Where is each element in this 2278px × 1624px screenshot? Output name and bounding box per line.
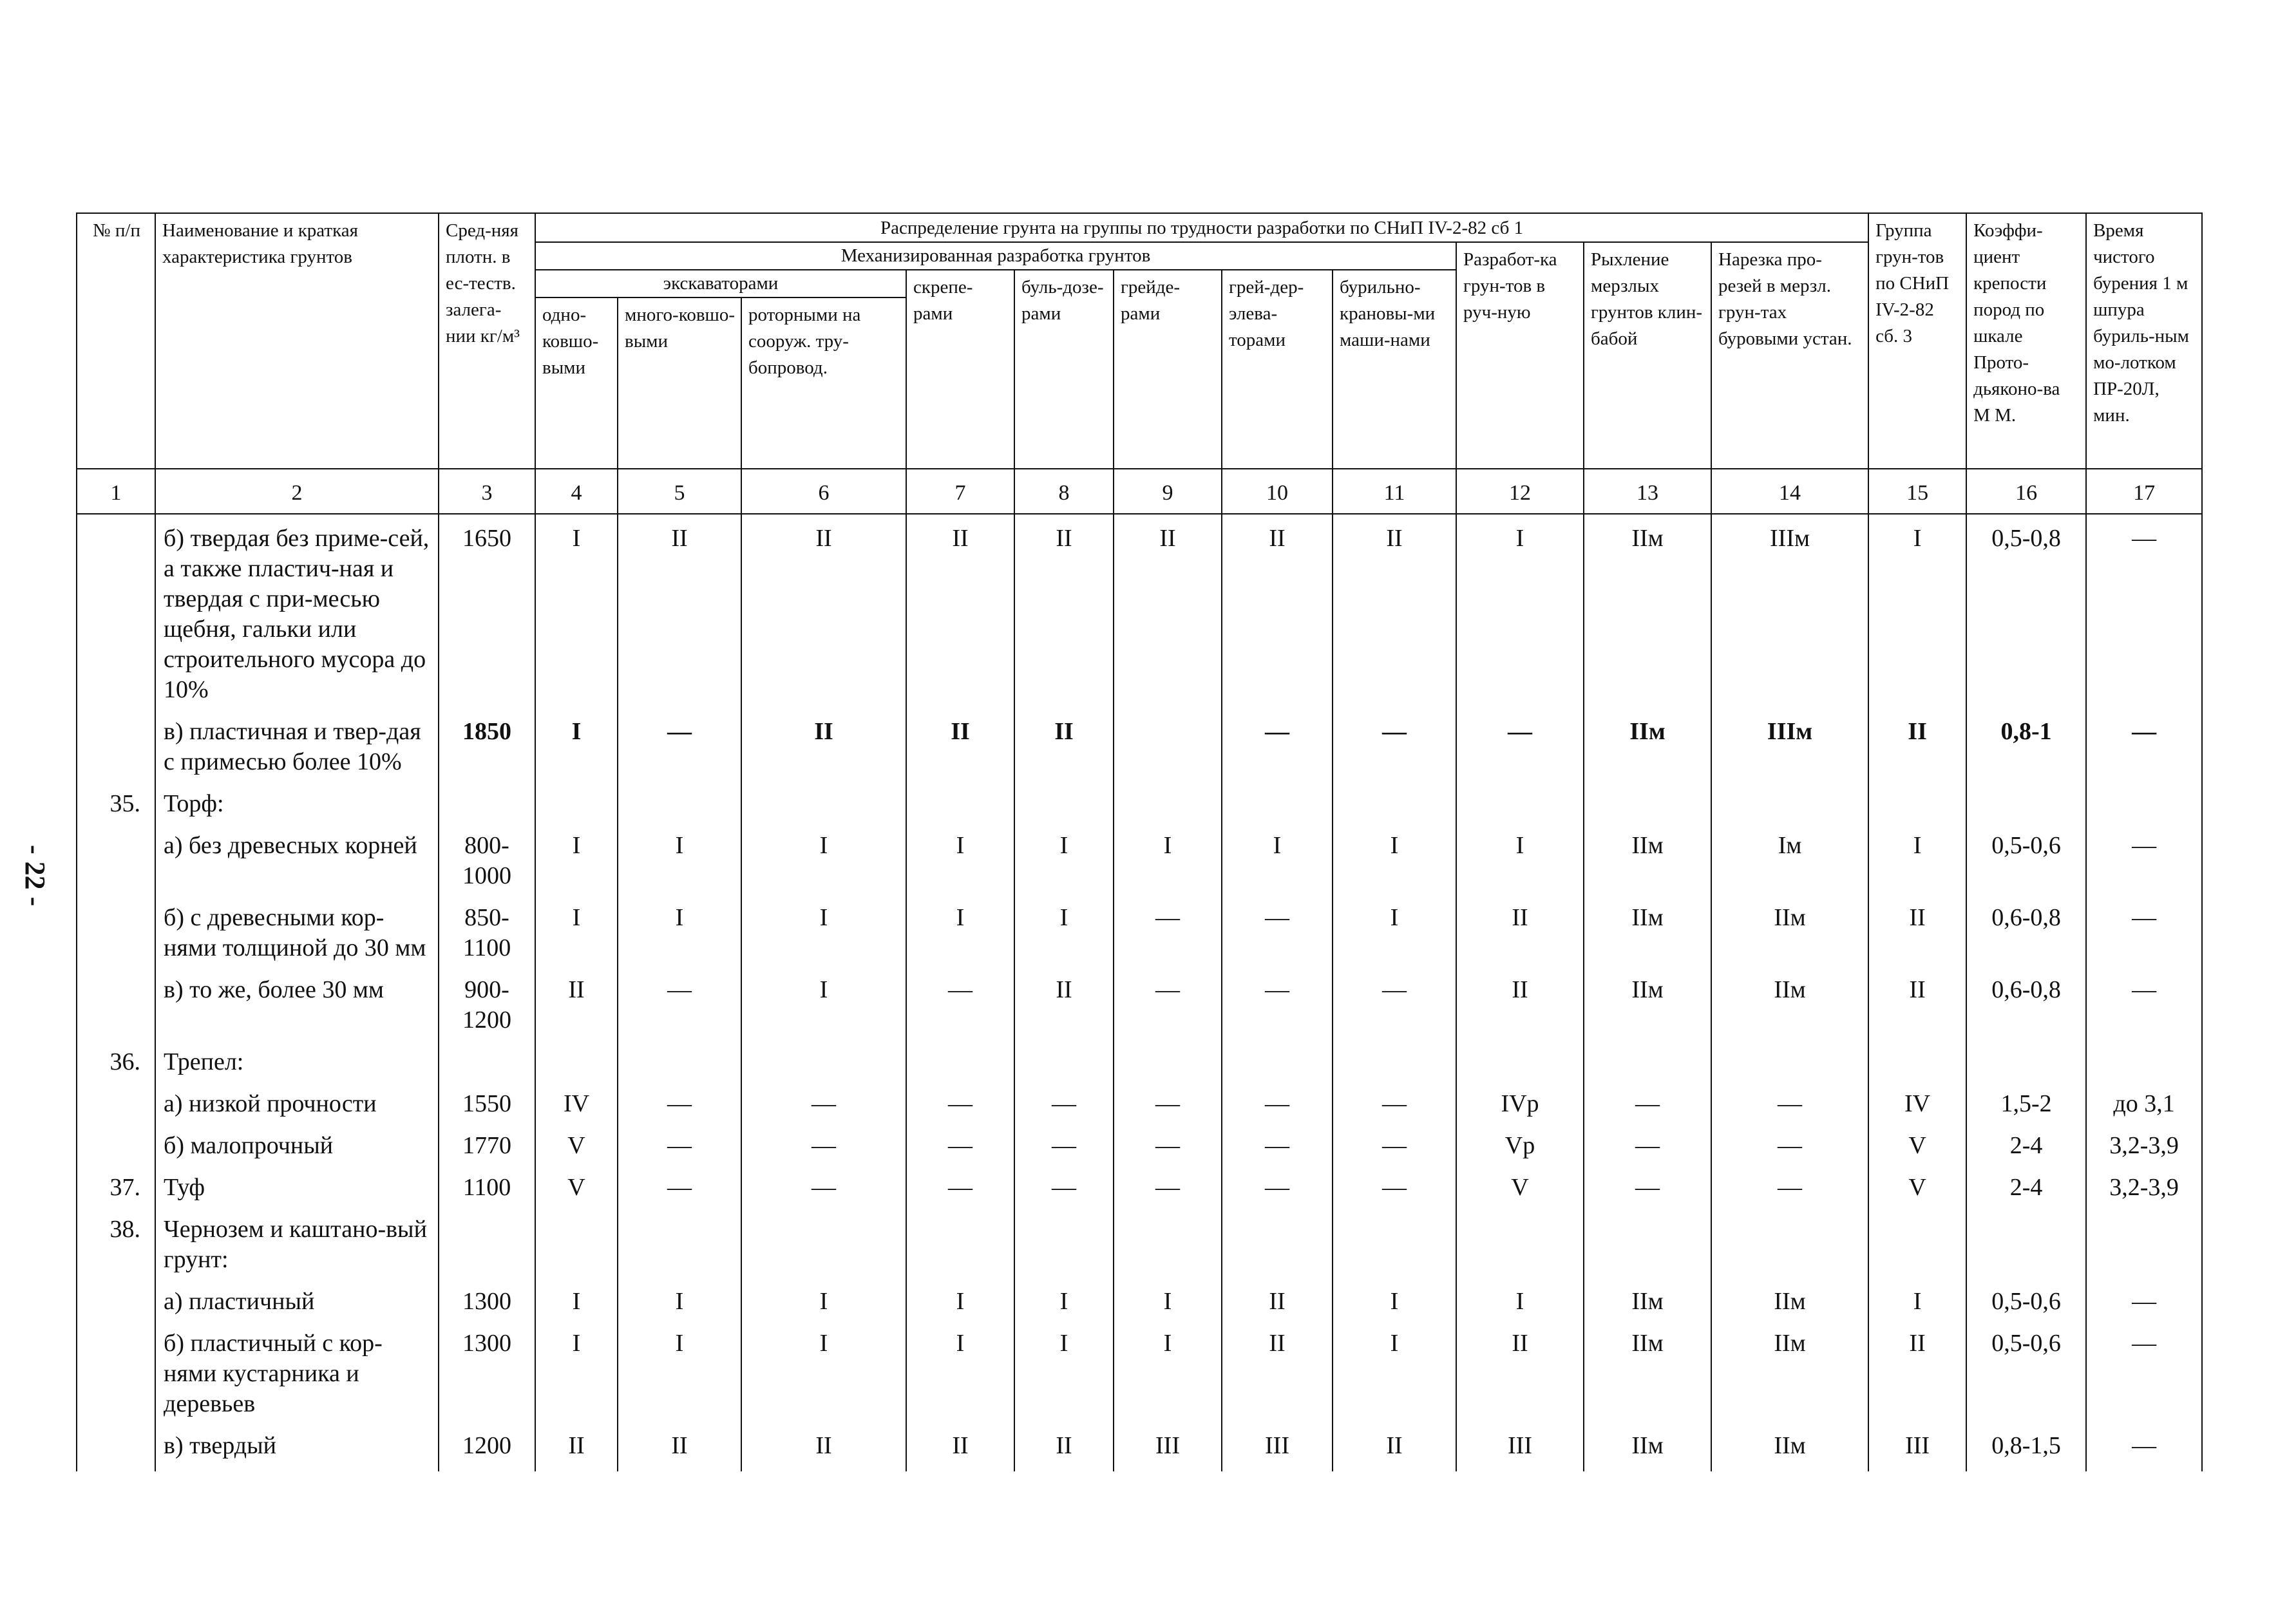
single-bucket-excavator — [535, 1208, 618, 1280]
table-row — [77, 1041, 2202, 1082]
density — [439, 1208, 535, 1280]
manual-digging — [1456, 1208, 1584, 1280]
table-body — [77, 514, 2202, 1471]
single-bucket-excavator — [535, 782, 618, 824]
header-manual: Разработ-ка грун-тов в руч-ную — [1456, 242, 1584, 469]
frozen-cutting: IIм — [1711, 896, 1868, 968]
drilling-crane: — — [1333, 1082, 1456, 1124]
column-number: 5 — [618, 469, 741, 514]
density: 1300 — [439, 1322, 535, 1424]
manual-digging: I — [1456, 824, 1584, 896]
snip-group: I — [1868, 514, 1966, 710]
strength-coefficient: 0,5-0,6 — [1966, 1322, 2086, 1424]
row-number: 38. — [77, 1208, 155, 1280]
header-bulldozers: буль-дозе-рами — [1014, 270, 1114, 469]
snip-group: II — [1868, 1322, 1966, 1424]
multi-bucket-excavator: II — [618, 1424, 741, 1471]
density: 850-1100 — [439, 896, 535, 968]
grader-elevator: — — [1222, 1082, 1333, 1124]
header-no: № п/п — [77, 213, 155, 469]
grader: — — [1114, 968, 1222, 1041]
row-number: 36. — [77, 1041, 155, 1082]
scraper: I — [906, 896, 1014, 968]
soil-name: в) пластичная и твер-дая с примесью более 10% — [155, 710, 439, 782]
bulldozer: I — [1014, 1280, 1114, 1322]
drilling-crane: I — [1333, 896, 1456, 968]
strength-coefficient — [1966, 1208, 2086, 1280]
frozen-cutting: Iм — [1711, 824, 1868, 896]
row-number — [77, 1082, 155, 1124]
multi-bucket-excavator — [618, 1208, 741, 1280]
drilling-time: — — [2086, 824, 2202, 896]
grader-elevator: — — [1222, 968, 1333, 1041]
manual-digging: II — [1456, 1322, 1584, 1424]
scraper: I — [906, 1280, 1014, 1322]
strength-coefficient: 0,6-0,8 — [1966, 896, 2086, 968]
column-number: 12 — [1456, 469, 1584, 514]
table-row — [77, 824, 2202, 896]
table-row — [77, 1280, 2202, 1322]
multi-bucket-excavator: I — [618, 824, 741, 896]
density: 800-1000 — [439, 824, 535, 896]
snip-group: III — [1868, 1424, 1966, 1471]
scraper: — — [906, 968, 1014, 1041]
frozen-loosening: IIм — [1584, 896, 1711, 968]
strength-coefficient: 2-4 — [1966, 1124, 2086, 1166]
frozen-cutting — [1711, 1208, 1868, 1280]
bulldozer: I — [1014, 896, 1114, 968]
manual-digging: I — [1456, 1280, 1584, 1322]
soil-name: в) твердый — [155, 1424, 439, 1471]
single-bucket-excavator: II — [535, 1424, 618, 1471]
single-bucket-excavator: I — [535, 896, 618, 968]
grader: — — [1114, 1124, 1222, 1166]
frozen-cutting: — — [1711, 1166, 1868, 1208]
grader-elevator: — — [1222, 896, 1333, 968]
grader-elevator — [1222, 782, 1333, 824]
density: 1650 — [439, 514, 535, 710]
drilling-crane — [1333, 1041, 1456, 1082]
scraper: I — [906, 824, 1014, 896]
bulldozer: II — [1014, 710, 1114, 782]
density: 1100 — [439, 1166, 535, 1208]
drilling-crane: — — [1333, 710, 1456, 782]
drilling-time: — — [2086, 968, 2202, 1041]
frozen-cutting: — — [1711, 1124, 1868, 1166]
rotary-excavator: I — [741, 896, 906, 968]
drilling-time — [2086, 1041, 2202, 1082]
strength-coefficient: 0,8-1 — [1966, 710, 2086, 782]
density: 1770 — [439, 1124, 535, 1166]
single-bucket-excavator: V — [535, 1166, 618, 1208]
manual-digging: V — [1456, 1166, 1584, 1208]
grader: — — [1114, 896, 1222, 968]
header-mechanized: Механизированная разработка грунтов — [535, 242, 1456, 270]
column-number: 4 — [535, 469, 618, 514]
page-number: - 22 - — [19, 845, 51, 907]
grader-elevator: III — [1222, 1424, 1333, 1471]
manual-digging: — — [1456, 710, 1584, 782]
frozen-loosening — [1584, 782, 1711, 824]
scraper: I — [906, 1322, 1014, 1424]
single-bucket-excavator: IV — [535, 1082, 618, 1124]
multi-bucket-excavator — [618, 1041, 741, 1082]
manual-digging: III — [1456, 1424, 1584, 1471]
column-number: 14 — [1711, 469, 1868, 514]
frozen-loosening: — — [1584, 1082, 1711, 1124]
multi-bucket-excavator: II — [618, 514, 741, 710]
scraper: — — [906, 1082, 1014, 1124]
scraper: II — [906, 710, 1014, 782]
rotary-excavator: II — [741, 1424, 906, 1471]
drilling-crane: I — [1333, 824, 1456, 896]
frozen-loosening: — — [1584, 1166, 1711, 1208]
strength-coefficient: 0,5-0,6 — [1966, 1280, 2086, 1322]
frozen-loosening — [1584, 1208, 1711, 1280]
grader-elevator: — — [1222, 710, 1333, 782]
scraper — [906, 1208, 1014, 1280]
frozen-loosening: IIм — [1584, 1280, 1711, 1322]
scraper: II — [906, 1424, 1014, 1471]
density — [439, 1041, 535, 1082]
strength-coefficient — [1966, 782, 2086, 824]
drilling-time: — — [2086, 1280, 2202, 1322]
rotary-excavator: II — [741, 514, 906, 710]
grader-elevator — [1222, 1208, 1333, 1280]
drilling-crane: I — [1333, 1280, 1456, 1322]
frozen-loosening — [1584, 1041, 1711, 1082]
multi-bucket-excavator: — — [618, 1166, 741, 1208]
column-numbers — [77, 469, 2202, 514]
soil-name: б) твердая без приме-сей, а также пластич-ная и твердая с при-месью щебня, гальки или строительного мусора до 10% — [155, 514, 439, 710]
header-density: Сред-няя плотн. в ес-теств. залега-нии кг/м³ — [439, 213, 535, 469]
multi-bucket-excavator: — — [618, 968, 741, 1041]
multi-bucket-excavator: I — [618, 1280, 741, 1322]
frozen-loosening: IIм — [1584, 824, 1711, 896]
frozen-cutting: IIм — [1711, 1424, 1868, 1471]
table-row — [77, 1166, 2202, 1208]
single-bucket-excavator: I — [535, 824, 618, 896]
frozen-cutting: — — [1711, 1082, 1868, 1124]
header-multi-bucket: много-ковшо-выми — [618, 297, 741, 469]
column-number: 1 — [77, 469, 155, 514]
grader: I — [1114, 1322, 1222, 1424]
grader-elevator: I — [1222, 824, 1333, 896]
row-number — [77, 1322, 155, 1424]
column-number: 17 — [2086, 469, 2202, 514]
drilling-time: — — [2086, 1424, 2202, 1471]
column-number: 10 — [1222, 469, 1333, 514]
soil-name: а) без древесных корней — [155, 824, 439, 896]
bulldozer — [1014, 1208, 1114, 1280]
table-row — [77, 1322, 2202, 1424]
scraper — [906, 1041, 1014, 1082]
rotary-excavator: I — [741, 824, 906, 896]
drilling-crane: II — [1333, 1424, 1456, 1471]
bulldozer: I — [1014, 1322, 1114, 1424]
table-row — [77, 514, 2202, 710]
multi-bucket-excavator: — — [618, 1082, 741, 1124]
soil-classification-table — [76, 212, 2203, 1471]
frozen-cutting — [1711, 1041, 1868, 1082]
rotary-excavator: — — [741, 1166, 906, 1208]
header-name: Наименование и краткая характеристика грунтов — [155, 213, 439, 469]
row-number — [77, 1280, 155, 1322]
single-bucket-excavator: II — [535, 968, 618, 1041]
multi-bucket-excavator: I — [618, 896, 741, 968]
multi-bucket-excavator: I — [618, 1322, 741, 1424]
bulldozer: — — [1014, 1166, 1114, 1208]
frozen-loosening: IIм — [1584, 1322, 1711, 1424]
table-row — [77, 1082, 2202, 1124]
header-rotary: роторными на сооруж. тру-бопровод. — [741, 297, 906, 469]
frozen-loosening: IIм — [1584, 710, 1711, 782]
single-bucket-excavator — [535, 1041, 618, 1082]
drilling-crane: — — [1333, 968, 1456, 1041]
rotary-excavator — [741, 1208, 906, 1280]
grader: I — [1114, 1280, 1222, 1322]
column-number: 2 — [155, 469, 439, 514]
drilling-time: — — [2086, 1322, 2202, 1424]
strength-coefficient: 0,6-0,8 — [1966, 968, 2086, 1041]
drilling-time — [2086, 782, 2202, 824]
snip-group — [1868, 1041, 1966, 1082]
snip-group — [1868, 1208, 1966, 1280]
multi-bucket-excavator: — — [618, 710, 741, 782]
header-scrapers: скрепе-рами — [906, 270, 1014, 469]
rotary-excavator: I — [741, 1322, 906, 1424]
row-number — [77, 1124, 155, 1166]
grader — [1114, 782, 1222, 824]
grader-elevator: II — [1222, 514, 1333, 710]
row-number: 35. — [77, 782, 155, 824]
frozen-cutting: IIIм — [1711, 710, 1868, 782]
density: 1200 — [439, 1424, 535, 1471]
drilling-crane — [1333, 782, 1456, 824]
row-number — [77, 968, 155, 1041]
multi-bucket-excavator — [618, 782, 741, 824]
grader-elevator: — — [1222, 1124, 1333, 1166]
rotary-excavator: II — [741, 710, 906, 782]
header-grader-elevators: грей-дер-элева-торами — [1222, 270, 1333, 469]
grader: — — [1114, 1082, 1222, 1124]
soil-name: б) с древесными кор-нями толщиной до 30 мм — [155, 896, 439, 968]
density: 1300 — [439, 1280, 535, 1322]
strength-coefficient: 1,5-2 — [1966, 1082, 2086, 1124]
rotary-excavator: I — [741, 968, 906, 1041]
scraper: — — [906, 1124, 1014, 1166]
frozen-cutting: IIм — [1711, 968, 1868, 1041]
column-number: 16 — [1966, 469, 2086, 514]
drilling-crane: — — [1333, 1124, 1456, 1166]
single-bucket-excavator: I — [535, 1280, 618, 1322]
frozen-cutting: IIIм — [1711, 514, 1868, 710]
drilling-time: до 3,1 — [2086, 1082, 2202, 1124]
column-number: 13 — [1584, 469, 1711, 514]
row-number — [77, 710, 155, 782]
snip-group: II — [1868, 968, 1966, 1041]
snip-group: II — [1868, 710, 1966, 782]
column-number: 7 — [906, 469, 1014, 514]
header-coefficient: Коэффи-циент крепости пород по шкале Прото-дьяконо-ва М М. — [1966, 213, 2086, 469]
single-bucket-excavator: I — [535, 514, 618, 710]
soil-name: б) пластичный с кор-нями кустарника и деревьев — [155, 1322, 439, 1424]
manual-digging: Vр — [1456, 1124, 1584, 1166]
snip-group: I — [1868, 1280, 1966, 1322]
strength-coefficient — [1966, 1041, 2086, 1082]
scraper: — — [906, 1166, 1014, 1208]
table-row — [77, 1208, 2202, 1280]
frozen-loosening: IIм — [1584, 968, 1711, 1041]
rotary-excavator — [741, 1041, 906, 1082]
column-number: 8 — [1014, 469, 1114, 514]
row-number — [77, 514, 155, 710]
grader-elevator: — — [1222, 1166, 1333, 1208]
drilling-time: — — [2086, 896, 2202, 968]
soil-name: Чернозем и каштано-вый грунт: — [155, 1208, 439, 1280]
table-row — [77, 968, 2202, 1041]
density: 1550 — [439, 1082, 535, 1124]
grader: II — [1114, 514, 1222, 710]
soil-name: а) пластичный — [155, 1280, 439, 1322]
bulldozer — [1014, 782, 1114, 824]
grader: I — [1114, 824, 1222, 896]
manual-digging: I — [1456, 514, 1584, 710]
drilling-time — [2086, 1208, 2202, 1280]
scraper: II — [906, 514, 1014, 710]
grader-elevator — [1222, 1041, 1333, 1082]
row-number — [77, 824, 155, 896]
frozen-cutting: IIм — [1711, 1280, 1868, 1322]
header-graders: грейде-рами — [1114, 270, 1222, 469]
row-number: 37. — [77, 1166, 155, 1208]
rotary-excavator: I — [741, 1280, 906, 1322]
snip-group: V — [1868, 1166, 1966, 1208]
header-loosening: Рыхление мерзлых грунтов клин-бабой — [1584, 242, 1711, 469]
drilling-time: 3,2-3,9 — [2086, 1166, 2202, 1208]
snip-group: V — [1868, 1124, 1966, 1166]
header-group-snip: Группа грун-тов по СНиП IV-2-82 сб. 3 — [1868, 213, 1966, 469]
strength-coefficient: 0,5-0,6 — [1966, 824, 2086, 896]
soil-name: а) низкой прочности — [155, 1082, 439, 1124]
snip-group — [1868, 782, 1966, 824]
manual-digging — [1456, 1041, 1584, 1082]
soil-name: Трепел: — [155, 1041, 439, 1082]
column-number: 9 — [1114, 469, 1222, 514]
density: 1850 — [439, 710, 535, 782]
strength-coefficient: 0,5-0,8 — [1966, 514, 2086, 710]
rotary-excavator: — — [741, 1124, 906, 1166]
header-drilling-time: Время чистого бурения 1 м шпура буриль-ным мо-лотком ПР-20Л, мин. — [2086, 213, 2202, 469]
row-number — [77, 896, 155, 968]
bulldozer — [1014, 1041, 1114, 1082]
column-number: 6 — [741, 469, 906, 514]
table-row — [77, 782, 2202, 824]
single-bucket-excavator: I — [535, 710, 618, 782]
snip-group: II — [1868, 896, 1966, 968]
header-single-bucket: одно-ковшо-выми — [535, 297, 618, 469]
grader — [1114, 1208, 1222, 1280]
bulldozer: II — [1014, 968, 1114, 1041]
column-number: 3 — [439, 469, 535, 514]
single-bucket-excavator: V — [535, 1124, 618, 1166]
manual-digging: IVр — [1456, 1082, 1584, 1124]
drilling-crane: II — [1333, 514, 1456, 710]
grader: III — [1114, 1424, 1222, 1471]
drilling-crane: I — [1333, 1322, 1456, 1424]
row-number — [77, 1424, 155, 1471]
bulldozer: I — [1014, 824, 1114, 896]
rotary-excavator — [741, 782, 906, 824]
drilling-time: 3,2-3,9 — [2086, 1124, 2202, 1166]
grader-elevator: II — [1222, 1280, 1333, 1322]
table-row — [77, 896, 2202, 968]
density — [439, 782, 535, 824]
manual-digging — [1456, 782, 1584, 824]
frozen-loosening: IIм — [1584, 514, 1711, 710]
table-row — [77, 1124, 2202, 1166]
bulldozer: II — [1014, 1424, 1114, 1471]
rotary-excavator: — — [741, 1082, 906, 1124]
drilling-time: — — [2086, 710, 2202, 782]
snip-group: I — [1868, 824, 1966, 896]
scraper — [906, 782, 1014, 824]
header-drilling-crane: бурильно-крановы-ми маши-нами — [1333, 270, 1456, 469]
header-excavators: экскаваторами — [535, 270, 906, 297]
strength-coefficient: 0,8-1,5 — [1966, 1424, 2086, 1471]
strength-coefficient: 2-4 — [1966, 1166, 2086, 1208]
frozen-cutting — [1711, 782, 1868, 824]
header-distribution: Распределение грунта на группы по трудности разработки по СНиП IV-2-82 сб 1 — [535, 213, 1868, 242]
bulldozer: II — [1014, 514, 1114, 710]
drilling-time: — — [2086, 514, 2202, 710]
grader: — — [1114, 1166, 1222, 1208]
header-cutting: Нарезка про-резей в мерзл. грун-тах буровыми устан. — [1711, 242, 1868, 469]
grader — [1114, 1041, 1222, 1082]
table-header — [77, 213, 2202, 469]
bulldozer: — — [1014, 1082, 1114, 1124]
density: 900-1200 — [439, 968, 535, 1041]
frozen-cutting: IIм — [1711, 1322, 1868, 1424]
manual-digging: II — [1456, 968, 1584, 1041]
soil-name: в) то же, более 30 мм — [155, 968, 439, 1041]
soil-name: Торф: — [155, 782, 439, 824]
table-row — [77, 1424, 2202, 1471]
grader — [1114, 710, 1222, 782]
column-number: 15 — [1868, 469, 1966, 514]
manual-digging: II — [1456, 896, 1584, 968]
soil-name: б) малопрочный — [155, 1124, 439, 1166]
grader-elevator: II — [1222, 1322, 1333, 1424]
column-number: 11 — [1333, 469, 1456, 514]
frozen-loosening: IIм — [1584, 1424, 1711, 1471]
multi-bucket-excavator: — — [618, 1124, 741, 1166]
drilling-crane — [1333, 1208, 1456, 1280]
soil-name: Туф — [155, 1166, 439, 1208]
single-bucket-excavator: I — [535, 1322, 618, 1424]
drilling-crane: — — [1333, 1166, 1456, 1208]
table-row — [77, 710, 2202, 782]
snip-group: IV — [1868, 1082, 1966, 1124]
frozen-loosening: — — [1584, 1124, 1711, 1166]
bulldozer: — — [1014, 1124, 1114, 1166]
